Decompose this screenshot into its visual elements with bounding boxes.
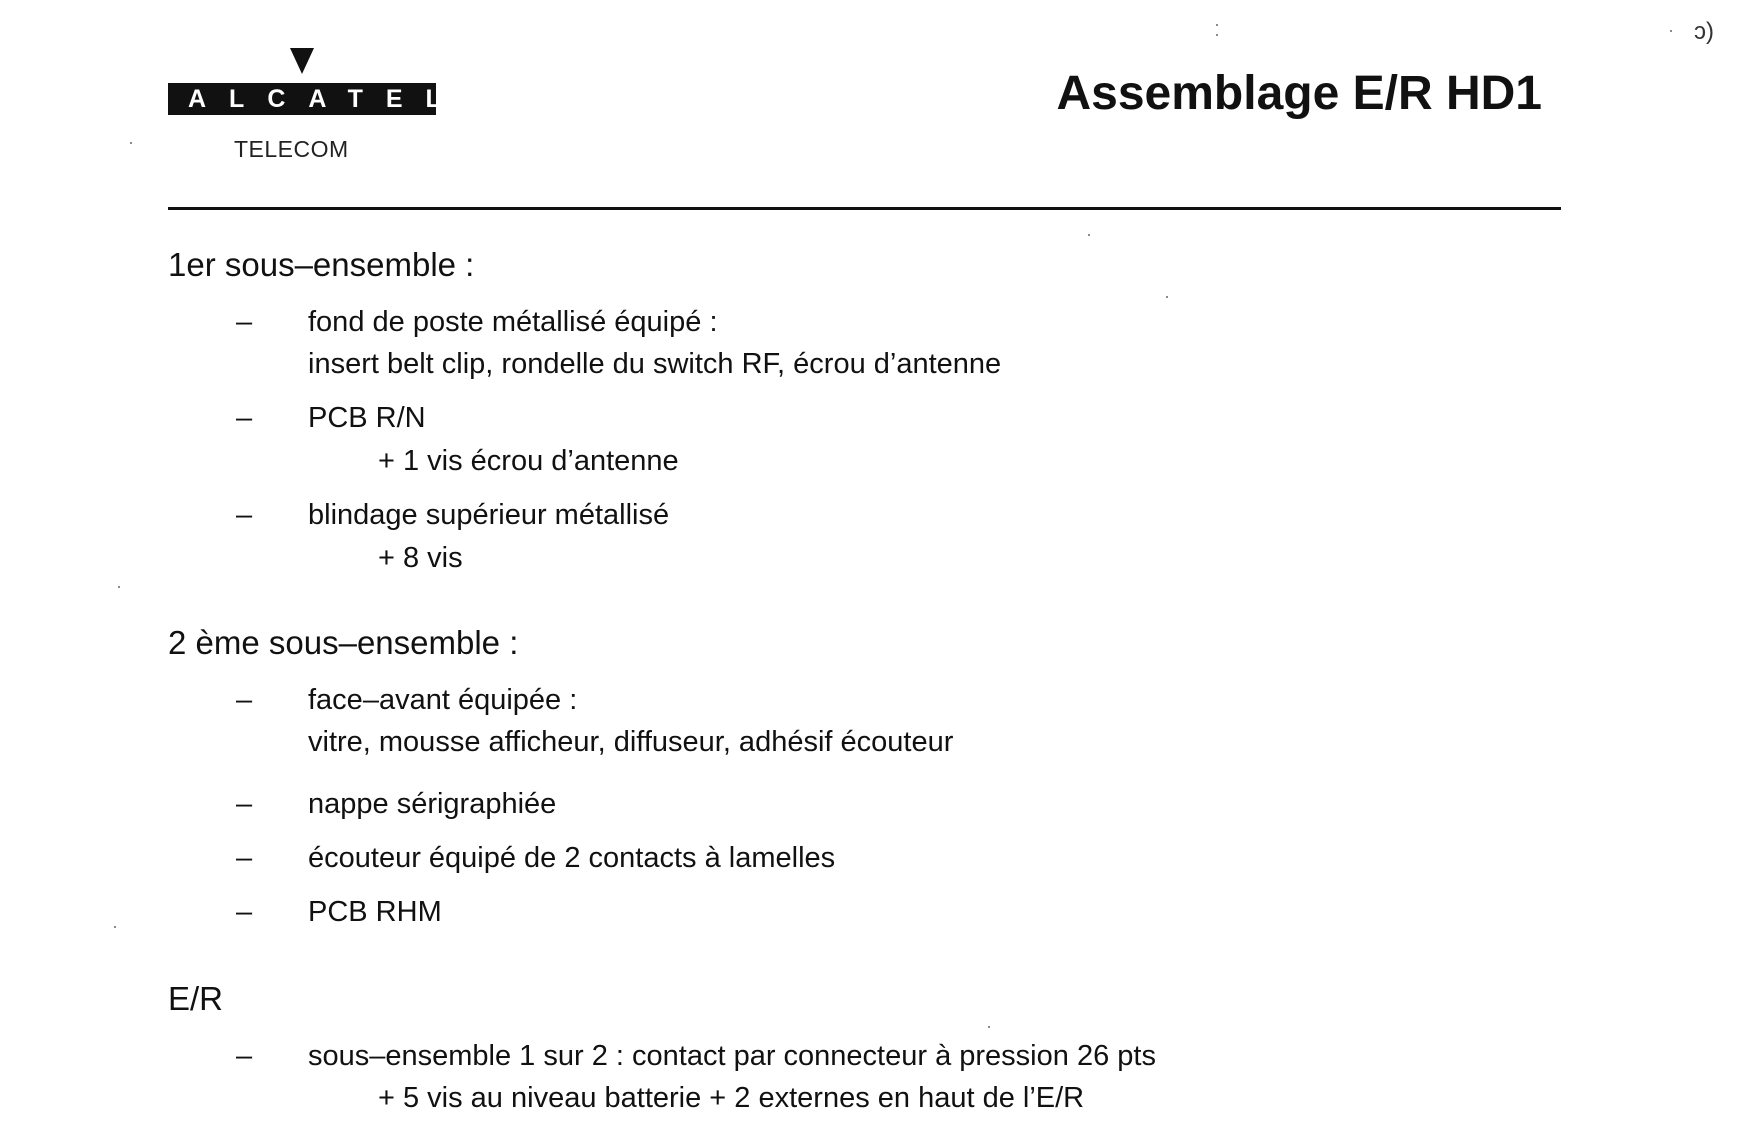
bullet-dash: – (236, 1040, 253, 1072)
section-heading-1: 1er sous–ensemble : (168, 246, 475, 283)
scan-speck (988, 1026, 990, 1028)
scan-speck (1216, 24, 1218, 26)
item-text: fond de poste métallisé équipé : (308, 306, 718, 338)
logo-subtitle: TELECOM (234, 136, 349, 162)
item-text: blindage supérieur métallisé (308, 499, 670, 531)
scan-speck (118, 586, 120, 588)
item-text: écouteur équipé de 2 contacts à lamelles (308, 842, 836, 874)
scan-speck (1166, 296, 1168, 298)
bullet-dash: – (236, 788, 253, 820)
section-heading-3: E/R (168, 980, 224, 1017)
scan-speck (1216, 34, 1218, 36)
item-text: PCB RHM (308, 896, 442, 928)
item-text: nappe sérigraphiée (308, 788, 557, 820)
bullet-dash: – (236, 499, 253, 531)
item-text: sous–ensemble 1 sur 2 : contact par connecteur à pression 26 pts (308, 1040, 1156, 1072)
page-title: Assemblage E/R HD1 (1056, 67, 1542, 120)
item-subtext: + 5 vis au niveau batterie + 2 externes en haut de l’E/R (378, 1082, 1085, 1114)
item-text: face–avant équipée : (308, 684, 578, 716)
scan-speck (114, 926, 116, 928)
scan-speck (1670, 30, 1672, 32)
header-divider (168, 207, 1561, 210)
logo-triangle-icon (290, 48, 314, 74)
scan-speck (130, 142, 132, 144)
corner-handwritten-mark: ↄ) (1694, 18, 1714, 45)
bullet-dash: – (236, 842, 253, 874)
item-subtext: + 8 vis (378, 542, 463, 574)
item-subtext: + 1 vis écrou d’antenne (378, 445, 679, 477)
logo-brand: ALCATEL (168, 83, 436, 115)
bullet-dash: – (236, 896, 253, 928)
item-text: PCB R/N (308, 402, 426, 434)
scan-speck (1088, 234, 1090, 236)
item-text: insert belt clip, rondelle du switch RF, écrou d’antenne (308, 348, 1002, 380)
item-text: vitre, mousse afficheur, diffuseur, adhésif écouteur (308, 726, 954, 758)
bullet-dash: – (236, 402, 253, 434)
section-heading-2: 2 ème sous–ensemble : (168, 624, 519, 661)
bullet-dash: – (236, 306, 253, 338)
bullet-dash: – (236, 684, 253, 716)
